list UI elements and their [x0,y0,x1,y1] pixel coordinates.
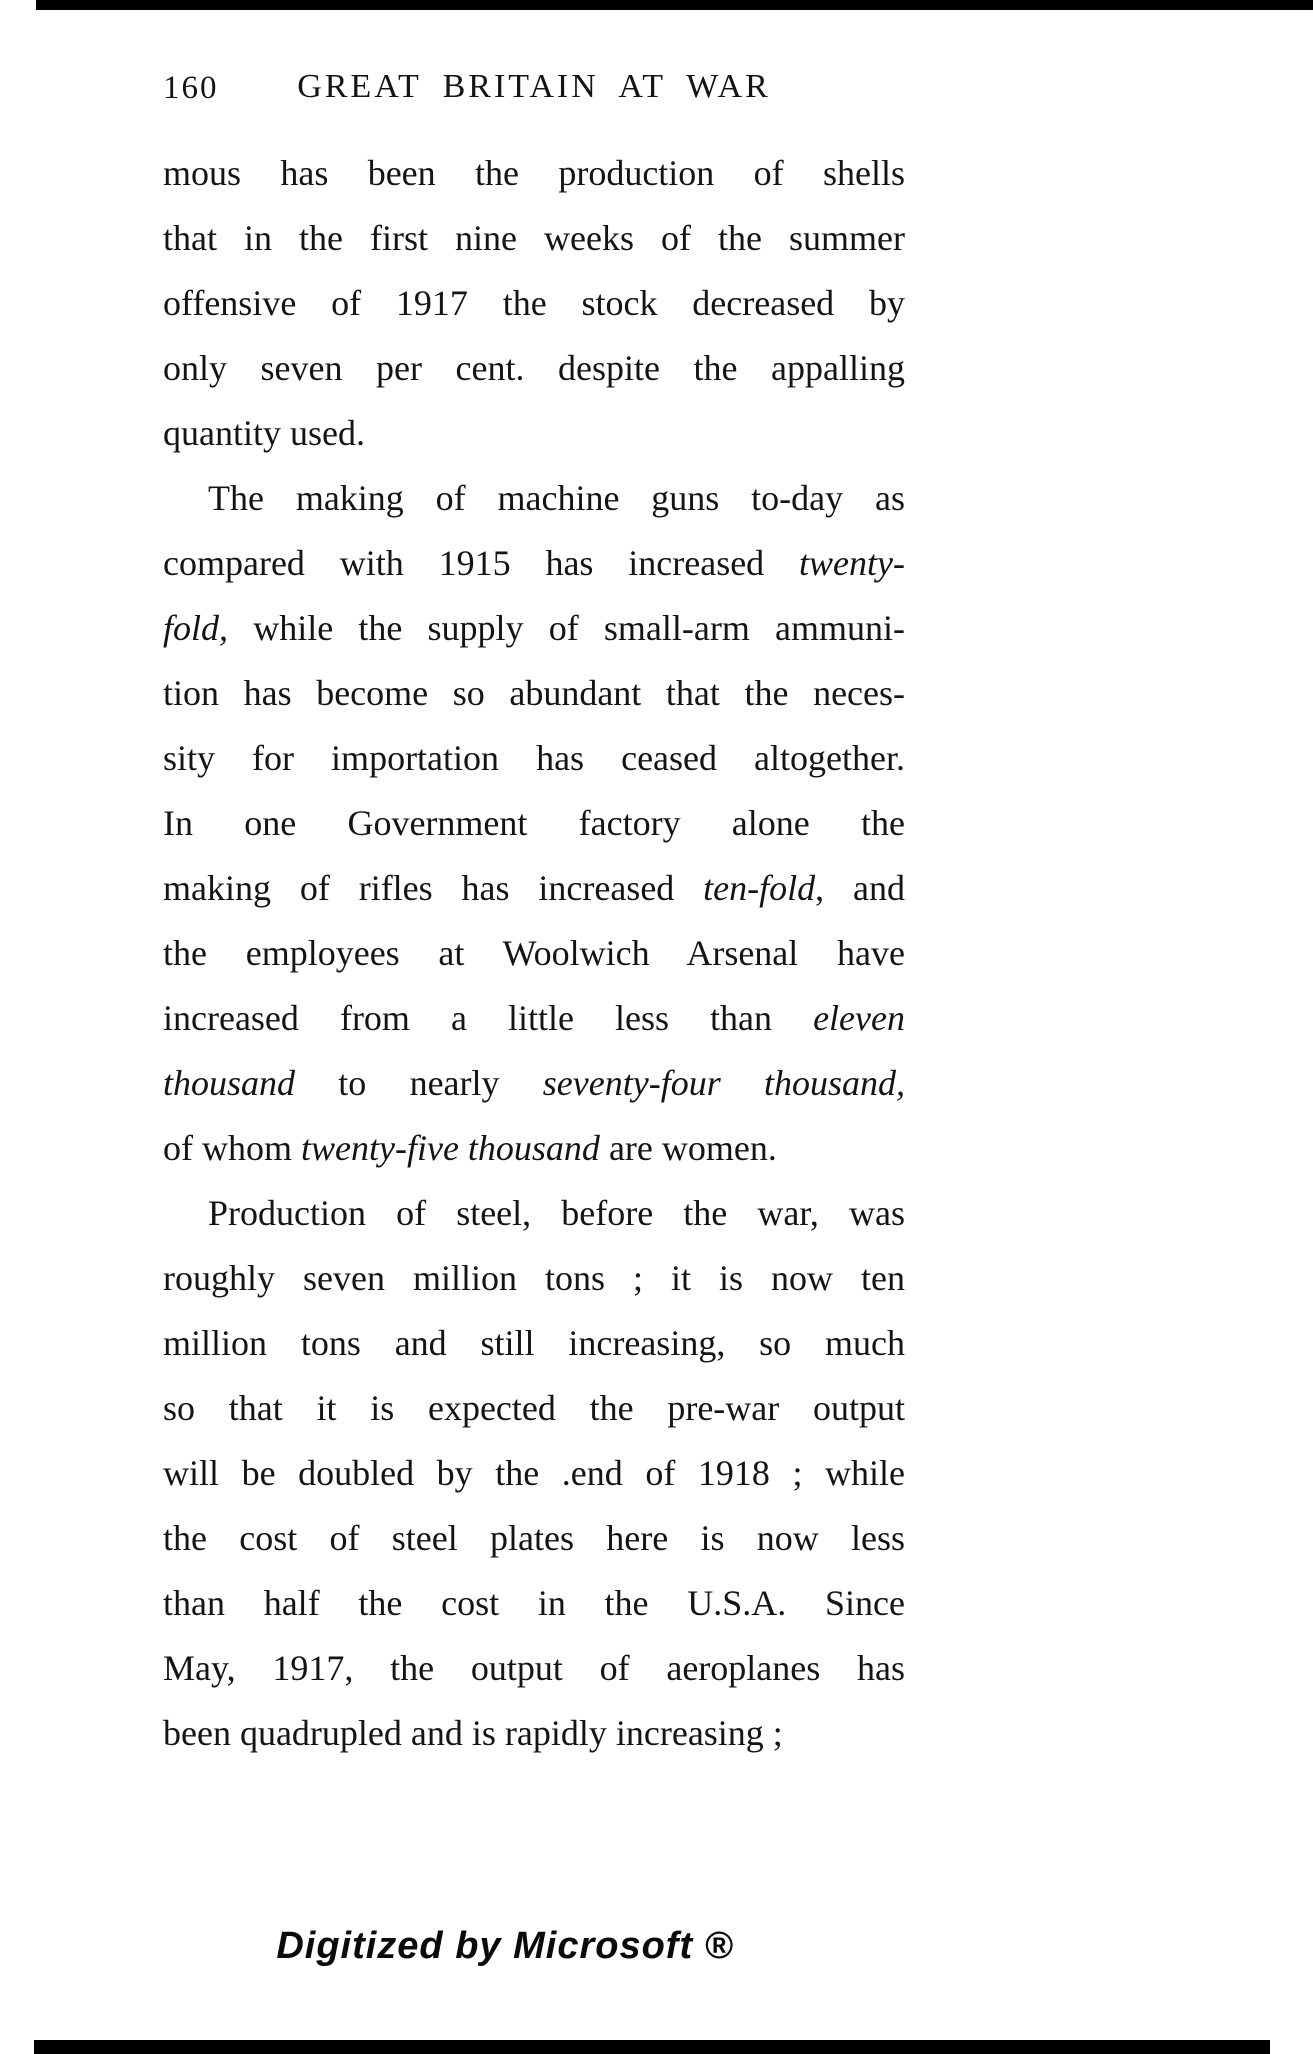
text-segment: the employees at Woolwich Arsenal have [163,933,905,973]
text-segment: , and [815,868,905,908]
scan-edge-top [36,0,1313,10]
text-line [163,336,905,401]
text-segment: while the supply of small-arm ammuni- [228,608,905,648]
text-line [163,1701,905,1766]
text-segment: In one Government factory alone the [163,803,905,843]
text-segment: eleven [813,998,905,1038]
text-line [163,661,905,726]
text-line [163,466,905,531]
text-line [163,596,905,661]
text-line [163,1506,905,1571]
text-segment: making of rifles has increased [163,868,704,908]
text-line [163,726,905,791]
text-line [163,1636,905,1701]
text-segment: mous has been the production of shells [163,153,905,193]
text-line [163,1376,905,1441]
text-line [163,791,905,856]
text-segment: to nearly [295,1063,543,1103]
text-segment: ten-fold [703,868,816,908]
text-line [163,206,905,271]
text-line [163,1246,905,1311]
text-segment: will be doubled by the .end of 1918 ; while [163,1453,905,1493]
text-segment: so that it is expected the pre-war output [163,1388,905,1428]
text-segment: twenty- [799,543,905,583]
text-segment: twenty-five thousand [301,1128,600,1168]
text-segment: offensive of 1917 the stock decreased by [163,283,905,323]
text-segment: than half the cost in the U.S.A. Since [163,1583,905,1623]
text-segment: are women. [599,1128,777,1168]
text-segment: Production of steel, before the war, was [208,1193,905,1233]
text-line [163,401,905,466]
text-line [163,986,905,1051]
text-segment: quantity used. [163,413,365,453]
text-line [163,271,905,336]
text-line [163,1441,905,1506]
text-line [163,1116,905,1181]
text-segment: compared with 1915 has increased [163,543,800,583]
text-segment: of whom [163,1128,301,1168]
text-segment: only seven per cent. despite the appalling [163,348,905,388]
text-line [163,1311,905,1376]
text-line [163,921,905,986]
text-segment: million tons and still increasing, so much [163,1323,905,1363]
text-segment: fold, [163,608,229,648]
text-segment: seventy-four thousand, [542,1063,906,1103]
scan-edge-bottom [34,2040,1270,2054]
text-line [163,1181,905,1246]
text-segment: that in the first nine weeks of the summer [163,218,905,258]
text-line [163,531,905,596]
page-header [163,68,905,112]
text-line [163,1051,905,1116]
text-segment: thousand [163,1063,296,1103]
running-title: GREAT BRITAIN AT WAR [297,68,771,105]
text-segment: been quadrupled and is rapidly increasing ; [163,1713,783,1753]
body-text [163,141,905,1766]
text-line [163,856,905,921]
text-segment: sity for importation has ceased altogether. [163,738,905,778]
text-segment: increased from a little less than [163,998,814,1038]
text-segment: The making of machine guns to-day as [208,478,905,518]
page-number: 160 [163,70,219,106]
watermark-text: Digitized by Microsoft ® [276,1925,734,1967]
text-segment: tion has become so abundant that the neces- [163,673,905,713]
text-segment: roughly seven million tons ; it is now ten [163,1258,905,1298]
text-line [163,1571,905,1636]
text-segment: the cost of steel plates here is now less [163,1518,905,1558]
text-segment: May, 1917, the output of aeroplanes has [163,1648,905,1688]
text-line [163,141,905,206]
